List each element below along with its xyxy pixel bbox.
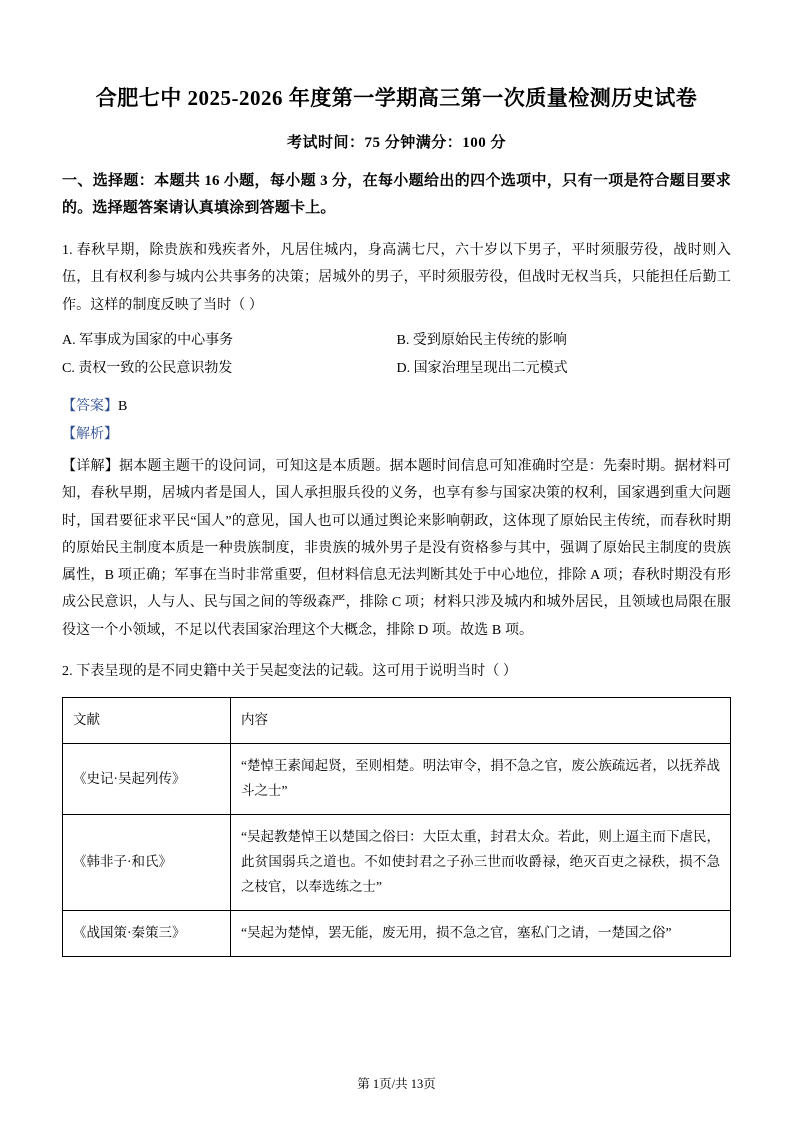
table-cell-content: “吴起为楚悼，罢无能，废无用，损不急之官，塞私门之请，一楚国之俗” — [231, 911, 731, 957]
option-row-ab — [62, 327, 731, 355]
answer-value: B — [118, 398, 128, 414]
question-2-stem: 2. 下表呈现的是不同史籍中关于吴起变法的记载。这可用于说明当时（ ） — [62, 664, 517, 680]
table-header-row — [63, 698, 731, 744]
page-footer: 第 1页/共 13页 — [357, 1077, 436, 1091]
table-row — [63, 744, 731, 815]
table-header-content: 内容 — [231, 698, 731, 744]
table-row — [63, 815, 731, 911]
table-cell-doc: 《战国策·秦策三》 — [63, 911, 231, 957]
answer-line — [62, 393, 731, 421]
table-cell-doc: 《韩非子·和氏》 — [63, 815, 231, 911]
analysis-detail: 【详解】据本题主题干的设问词，可知这是本质题。据本题时间信息可知准确时空是：先秦时期。据材料可知，春秋早期，居城内者是国人，国人承担服兵役的义务，也享有参与国家决策的权利，国家遇到重大问题时，国君要征求平民“国人”的意见，国人也可以通过舆论来影响朝政，这体现了原始民主传统，而春秋时期的原始民主制度本质是一种贵族制度，非贵族的城外男子是没有资格参与其中，强调了原始民主制度的贵族属性，B 项正确；军事在当时非常重要，但材料信息无法判断其处于中心地位，排除 A 项；春秋时期没有形成公民意识，人与人、民与国之间的等级森严，排除 C 项；材料只涉及城内和城外居民，且领域也局限在服役这一个小领域，不足以代表国家治理这个大概念，排除 D 项。故选 B 项。 — [62, 458, 731, 638]
table-cell-content: “吴起教楚悼王以楚国之俗曰：大臣太重，封君太众。若此，则上逼主而下虐民，此贫国弱兵之道也。不如使封君之子孙三世而收爵禄，绝灭百吏之禄秩，损不急之枝官，以奉选练之士” — [231, 815, 731, 911]
table-header-doc: 文献 — [63, 698, 231, 744]
option-c[interactable]: C. 责权一致的公民意识勃发 — [62, 360, 233, 376]
question-1-options — [62, 327, 731, 383]
option-row-cd — [62, 355, 731, 383]
table-row — [63, 911, 731, 957]
question-1-stem: 1. 春秋早期，除贵族和残疾者外，凡居住城内，身高满七尺，六十岁以下男子，平时须服劳役，战时则入伍，且有权利参与城内公共事务的决策；居城外的男子，平时须服劳役，但战时无权当兵，只能担任后勤工作。这样的制度反映了当时（ ） — [62, 243, 731, 313]
section-heading: 一、选择题：本题共 16 小题，每小题 3 分，在每小题给出的四个选项中，只有一项是符合题目要求的。选择题答案请认真填涂到答题卡上。 — [62, 172, 731, 217]
option-d[interactable]: D. 国家治理呈现出二元模式 — [396, 360, 568, 376]
source-table — [62, 697, 731, 957]
answer-label: 【答案】 — [62, 398, 118, 414]
option-a[interactable]: A. 军事成为国家的中心事务 — [62, 332, 234, 348]
table-cell-content: “楚悼王素闻起贤，至则相楚。明法审令，捐不急之官，废公族疏远者，以抚养战斗之士” — [231, 744, 731, 815]
analysis-label: 【解析】 — [62, 426, 118, 442]
option-b[interactable]: B. 受到原始民主传统的影响 — [396, 332, 567, 348]
table-cell-doc: 《史记·吴起列传》 — [63, 744, 231, 815]
page-title: 合肥七中 2025-2026 年度第一学期高三第一次质量检测历史试卷 — [95, 86, 698, 110]
exam-info: 考试时间：75 分钟满分：100 分 — [286, 134, 506, 151]
